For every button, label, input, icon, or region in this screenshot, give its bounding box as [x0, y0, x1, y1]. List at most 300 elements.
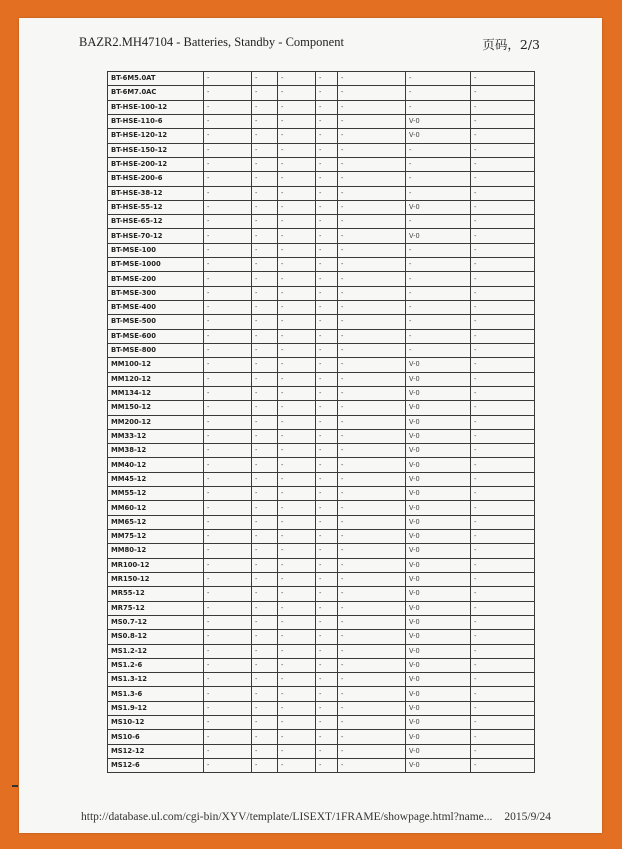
value-cell: -: [338, 730, 406, 744]
table-row: [108, 615, 535, 629]
model-cell: MS0.7-12: [108, 615, 204, 629]
value-cell: -: [278, 759, 316, 773]
value-cell: -: [316, 386, 338, 400]
model-cell: BT-HSE-70-12: [108, 229, 204, 243]
value-cell: -: [338, 200, 406, 214]
value-cell: -: [252, 458, 278, 472]
value-cell: -: [278, 114, 316, 128]
value-cell: -: [278, 415, 316, 429]
value-cell: -: [204, 172, 252, 186]
value-cell: -: [471, 444, 535, 458]
value-cell: -: [338, 558, 406, 572]
value-cell: -: [278, 329, 316, 343]
footer: [81, 811, 551, 823]
value-cell: -: [316, 544, 338, 558]
value-cell: -: [278, 687, 316, 701]
table-row: [108, 701, 535, 715]
value-cell: -: [338, 386, 406, 400]
value-cell: -: [316, 730, 338, 744]
value-cell: -: [278, 744, 316, 758]
value-cell: -: [252, 630, 278, 644]
value-cell: -: [252, 114, 278, 128]
value-cell: -: [471, 86, 535, 100]
value-cell: -: [278, 673, 316, 687]
value-cell: -: [204, 744, 252, 758]
value-cell: -: [316, 229, 338, 243]
value-cell: -: [471, 129, 535, 143]
model-cell: MS12-12: [108, 744, 204, 758]
value-cell: -: [338, 515, 406, 529]
value-cell: -: [316, 200, 338, 214]
value-cell: -: [252, 487, 278, 501]
table-row: [108, 644, 535, 658]
footer-url: http://database.ul.com/cgi-bin/XYV/template/LISEXT/1FRAME/showpage.html?name...: [81, 811, 493, 823]
value-cell: V-0: [406, 730, 471, 744]
value-cell: -: [338, 615, 406, 629]
value-cell: -: [471, 572, 535, 586]
value-cell: -: [316, 258, 338, 272]
value-cell: -: [316, 515, 338, 529]
value-cell: -: [278, 472, 316, 486]
value-cell: -: [204, 315, 252, 329]
model-cell: BT-MSE-400: [108, 301, 204, 315]
value-cell: -: [316, 315, 338, 329]
value-cell: -: [316, 358, 338, 372]
value-cell: -: [204, 386, 252, 400]
value-cell: -: [338, 429, 406, 443]
value-cell: -: [278, 572, 316, 586]
value-cell: -: [316, 401, 338, 415]
value-cell: -: [406, 315, 471, 329]
value-cell: -: [316, 243, 338, 257]
value-cell: -: [471, 530, 535, 544]
value-cell: V-0: [406, 701, 471, 715]
value-cell: -: [406, 86, 471, 100]
value-cell: V-0: [406, 530, 471, 544]
value-cell: -: [338, 301, 406, 315]
value-cell: -: [204, 530, 252, 544]
table-row: [108, 329, 535, 343]
value-cell: -: [252, 673, 278, 687]
table-row: [108, 544, 535, 558]
value-cell: -: [316, 716, 338, 730]
value-cell: -: [252, 215, 278, 229]
table-row: [108, 744, 535, 758]
value-cell: -: [252, 744, 278, 758]
value-cell: -: [471, 601, 535, 615]
value-cell: -: [471, 687, 535, 701]
value-cell: V-0: [406, 544, 471, 558]
value-cell: -: [278, 587, 316, 601]
value-cell: -: [252, 615, 278, 629]
model-cell: MS0.8-12: [108, 630, 204, 644]
value-cell: -: [471, 100, 535, 114]
value-cell: -: [204, 515, 252, 529]
value-cell: -: [471, 200, 535, 214]
value-cell: -: [204, 401, 252, 415]
value-cell: -: [316, 587, 338, 601]
value-cell: -: [338, 744, 406, 758]
value-cell: -: [278, 172, 316, 186]
value-cell: -: [316, 744, 338, 758]
value-cell: -: [278, 215, 316, 229]
value-cell: -: [338, 229, 406, 243]
table-row: [108, 587, 535, 601]
value-cell: -: [406, 272, 471, 286]
value-cell: V-0: [406, 744, 471, 758]
table-row: [108, 86, 535, 100]
value-cell: -: [471, 157, 535, 171]
model-cell: BT-HSE-120-12: [108, 129, 204, 143]
page-number: 页码，2/3: [482, 37, 540, 52]
value-cell: -: [204, 229, 252, 243]
value-cell: -: [471, 229, 535, 243]
value-cell: -: [278, 315, 316, 329]
value-cell: -: [338, 272, 406, 286]
value-cell: -: [278, 530, 316, 544]
value-cell: -: [252, 72, 278, 86]
value-cell: V-0: [406, 630, 471, 644]
value-cell: -: [204, 86, 252, 100]
table-row: [108, 515, 535, 529]
value-cell: -: [471, 186, 535, 200]
model-cell: BT-HSE-55-12: [108, 200, 204, 214]
model-cell: MM200-12: [108, 415, 204, 429]
value-cell: -: [316, 114, 338, 128]
table-row: [108, 487, 535, 501]
value-cell: -: [316, 100, 338, 114]
value-cell: -: [316, 86, 338, 100]
value-cell: -: [252, 472, 278, 486]
value-cell: -: [316, 329, 338, 343]
value-cell: -: [471, 114, 535, 128]
value-cell: -: [471, 386, 535, 400]
value-cell: V-0: [406, 444, 471, 458]
value-cell: -: [316, 687, 338, 701]
value-cell: -: [338, 186, 406, 200]
value-cell: -: [278, 730, 316, 744]
table-row: [108, 229, 535, 243]
value-cell: -: [278, 401, 316, 415]
value-cell: -: [204, 558, 252, 572]
value-cell: -: [204, 701, 252, 715]
value-cell: -: [406, 157, 471, 171]
value-cell: -: [204, 730, 252, 744]
table-row: [108, 301, 535, 315]
value-cell: -: [204, 501, 252, 515]
value-cell: -: [204, 472, 252, 486]
value-cell: -: [278, 286, 316, 300]
value-cell: -: [471, 72, 535, 86]
value-cell: -: [252, 372, 278, 386]
scan-mark: [12, 785, 18, 787]
value-cell: -: [471, 759, 535, 773]
model-cell: MM75-12: [108, 530, 204, 544]
table-row: [108, 243, 535, 257]
value-cell: -: [406, 72, 471, 86]
value-cell: -: [252, 644, 278, 658]
value-cell: -: [252, 286, 278, 300]
value-cell: -: [338, 644, 406, 658]
model-cell: BT-MSE-300: [108, 286, 204, 300]
value-cell: -: [316, 172, 338, 186]
value-cell: -: [204, 301, 252, 315]
value-cell: -: [252, 759, 278, 773]
value-cell: -: [252, 329, 278, 343]
model-cell: BT-MSE-100: [108, 243, 204, 257]
value-cell: -: [338, 86, 406, 100]
value-cell: -: [471, 215, 535, 229]
table-row: [108, 415, 535, 429]
value-cell: -: [278, 258, 316, 272]
value-cell: -: [471, 701, 535, 715]
value-cell: -: [316, 444, 338, 458]
value-cell: -: [406, 301, 471, 315]
value-cell: -: [471, 730, 535, 744]
value-cell: -: [278, 372, 316, 386]
value-cell: -: [338, 701, 406, 715]
value-cell: -: [252, 558, 278, 572]
value-cell: V-0: [406, 558, 471, 572]
model-cell: MM33-12: [108, 429, 204, 443]
value-cell: -: [252, 530, 278, 544]
value-cell: -: [278, 444, 316, 458]
value-cell: V-0: [406, 386, 471, 400]
value-cell: -: [252, 86, 278, 100]
table-row: [108, 200, 535, 214]
value-cell: -: [204, 487, 252, 501]
value-cell: -: [316, 301, 338, 315]
value-cell: -: [316, 615, 338, 629]
value-cell: -: [338, 759, 406, 773]
value-cell: V-0: [406, 114, 471, 128]
value-cell: -: [278, 100, 316, 114]
table-row: [108, 272, 535, 286]
value-cell: V-0: [406, 501, 471, 515]
document-page: [19, 18, 602, 833]
value-cell: -: [471, 401, 535, 415]
table-row: [108, 558, 535, 572]
model-cell: MS1.2-6: [108, 658, 204, 672]
value-cell: -: [406, 258, 471, 272]
value-cell: -: [204, 615, 252, 629]
value-cell: -: [471, 429, 535, 443]
model-cell: MM134-12: [108, 386, 204, 400]
value-cell: -: [316, 272, 338, 286]
value-cell: -: [338, 358, 406, 372]
value-cell: -: [204, 258, 252, 272]
value-cell: -: [252, 157, 278, 171]
value-cell: -: [252, 258, 278, 272]
model-cell: BT-HSE-150-12: [108, 143, 204, 157]
value-cell: -: [252, 501, 278, 515]
value-cell: -: [471, 716, 535, 730]
model-cell: BT-MSE-200: [108, 272, 204, 286]
value-cell: -: [204, 644, 252, 658]
value-cell: -: [252, 100, 278, 114]
model-cell: MS10-12: [108, 716, 204, 730]
value-cell: -: [471, 544, 535, 558]
value-cell: -: [204, 329, 252, 343]
value-cell: -: [471, 558, 535, 572]
table-row: [108, 444, 535, 458]
value-cell: -: [338, 458, 406, 472]
value-cell: -: [406, 143, 471, 157]
value-cell: -: [338, 315, 406, 329]
value-cell: -: [204, 215, 252, 229]
model-cell: BT-HSE-65-12: [108, 215, 204, 229]
model-cell: MS1.9-12: [108, 701, 204, 715]
value-cell: -: [252, 716, 278, 730]
value-cell: V-0: [406, 358, 471, 372]
value-cell: V-0: [406, 515, 471, 529]
value-cell: -: [338, 243, 406, 257]
value-cell: -: [204, 673, 252, 687]
value-cell: V-0: [406, 673, 471, 687]
model-cell: BT-HSE-200-12: [108, 157, 204, 171]
table-row: [108, 572, 535, 586]
value-cell: -: [278, 558, 316, 572]
model-cell: MR55-12: [108, 587, 204, 601]
value-cell: -: [252, 658, 278, 672]
value-cell: V-0: [406, 572, 471, 586]
value-cell: -: [252, 358, 278, 372]
value-cell: -: [338, 157, 406, 171]
value-cell: -: [316, 673, 338, 687]
value-cell: -: [471, 315, 535, 329]
value-cell: -: [278, 358, 316, 372]
value-cell: -: [471, 143, 535, 157]
value-cell: -: [471, 673, 535, 687]
value-cell: -: [406, 329, 471, 343]
value-cell: -: [338, 215, 406, 229]
model-cell: BT-MSE-800: [108, 343, 204, 357]
model-cell: BT-MSE-600: [108, 329, 204, 343]
value-cell: -: [278, 301, 316, 315]
value-cell: -: [338, 372, 406, 386]
value-cell: V-0: [406, 372, 471, 386]
model-cell: MS1.3-12: [108, 673, 204, 687]
value-cell: -: [204, 759, 252, 773]
table-body: [108, 72, 535, 773]
value-cell: -: [278, 701, 316, 715]
model-cell: MS10-6: [108, 730, 204, 744]
value-cell: V-0: [406, 472, 471, 486]
value-cell: -: [338, 673, 406, 687]
model-cell: MM80-12: [108, 544, 204, 558]
model-cell: MM38-12: [108, 444, 204, 458]
model-cell: MR100-12: [108, 558, 204, 572]
value-cell: -: [316, 286, 338, 300]
value-cell: -: [204, 658, 252, 672]
value-cell: -: [278, 72, 316, 86]
value-cell: -: [316, 186, 338, 200]
value-cell: -: [252, 444, 278, 458]
value-cell: -: [338, 501, 406, 515]
value-cell: -: [204, 186, 252, 200]
value-cell: -: [204, 272, 252, 286]
value-cell: -: [338, 343, 406, 357]
value-cell: -: [406, 186, 471, 200]
table-row: [108, 687, 535, 701]
value-cell: -: [204, 415, 252, 429]
value-cell: -: [204, 458, 252, 472]
table-row: [108, 143, 535, 157]
value-cell: -: [471, 587, 535, 601]
table-row: [108, 658, 535, 672]
table-row: [108, 358, 535, 372]
value-cell: -: [278, 272, 316, 286]
value-cell: V-0: [406, 658, 471, 672]
value-cell: -: [316, 415, 338, 429]
value-cell: -: [338, 415, 406, 429]
value-cell: -: [278, 615, 316, 629]
value-cell: -: [252, 386, 278, 400]
value-cell: -: [471, 658, 535, 672]
value-cell: -: [204, 429, 252, 443]
value-cell: -: [204, 157, 252, 171]
value-cell: -: [406, 100, 471, 114]
value-cell: -: [278, 200, 316, 214]
value-cell: -: [471, 258, 535, 272]
footer-date: 2015/9/24: [504, 811, 552, 823]
table-row: [108, 429, 535, 443]
value-cell: -: [252, 172, 278, 186]
value-cell: -: [278, 487, 316, 501]
table-row: [108, 172, 535, 186]
table-row: [108, 630, 535, 644]
model-cell: BT-HSE-38-12: [108, 186, 204, 200]
value-cell: -: [278, 343, 316, 357]
value-cell: V-0: [406, 587, 471, 601]
value-cell: -: [252, 601, 278, 615]
value-cell: V-0: [406, 487, 471, 501]
model-cell: MM45-12: [108, 472, 204, 486]
value-cell: V-0: [406, 644, 471, 658]
value-cell: -: [471, 415, 535, 429]
value-cell: -: [316, 343, 338, 357]
value-cell: -: [204, 544, 252, 558]
value-cell: -: [471, 515, 535, 529]
value-cell: -: [471, 630, 535, 644]
value-cell: -: [252, 301, 278, 315]
value-cell: -: [316, 658, 338, 672]
value-cell: -: [278, 186, 316, 200]
value-cell: -: [278, 716, 316, 730]
value-cell: V-0: [406, 229, 471, 243]
value-cell: -: [316, 472, 338, 486]
value-cell: -: [338, 329, 406, 343]
value-cell: -: [406, 172, 471, 186]
model-cell: BT-HSE-110-6: [108, 114, 204, 128]
value-cell: V-0: [406, 415, 471, 429]
value-cell: -: [278, 86, 316, 100]
value-cell: -: [204, 372, 252, 386]
model-cell: BT-6M5.0AT: [108, 72, 204, 86]
value-cell: -: [338, 286, 406, 300]
table-row: [108, 343, 535, 357]
value-cell: -: [471, 329, 535, 343]
value-cell: -: [252, 200, 278, 214]
model-cell: MR150-12: [108, 572, 204, 586]
value-cell: -: [252, 243, 278, 257]
value-cell: V-0: [406, 716, 471, 730]
value-cell: -: [278, 157, 316, 171]
value-cell: V-0: [406, 458, 471, 472]
value-cell: -: [204, 343, 252, 357]
table-row: [108, 186, 535, 200]
table-row: [108, 530, 535, 544]
